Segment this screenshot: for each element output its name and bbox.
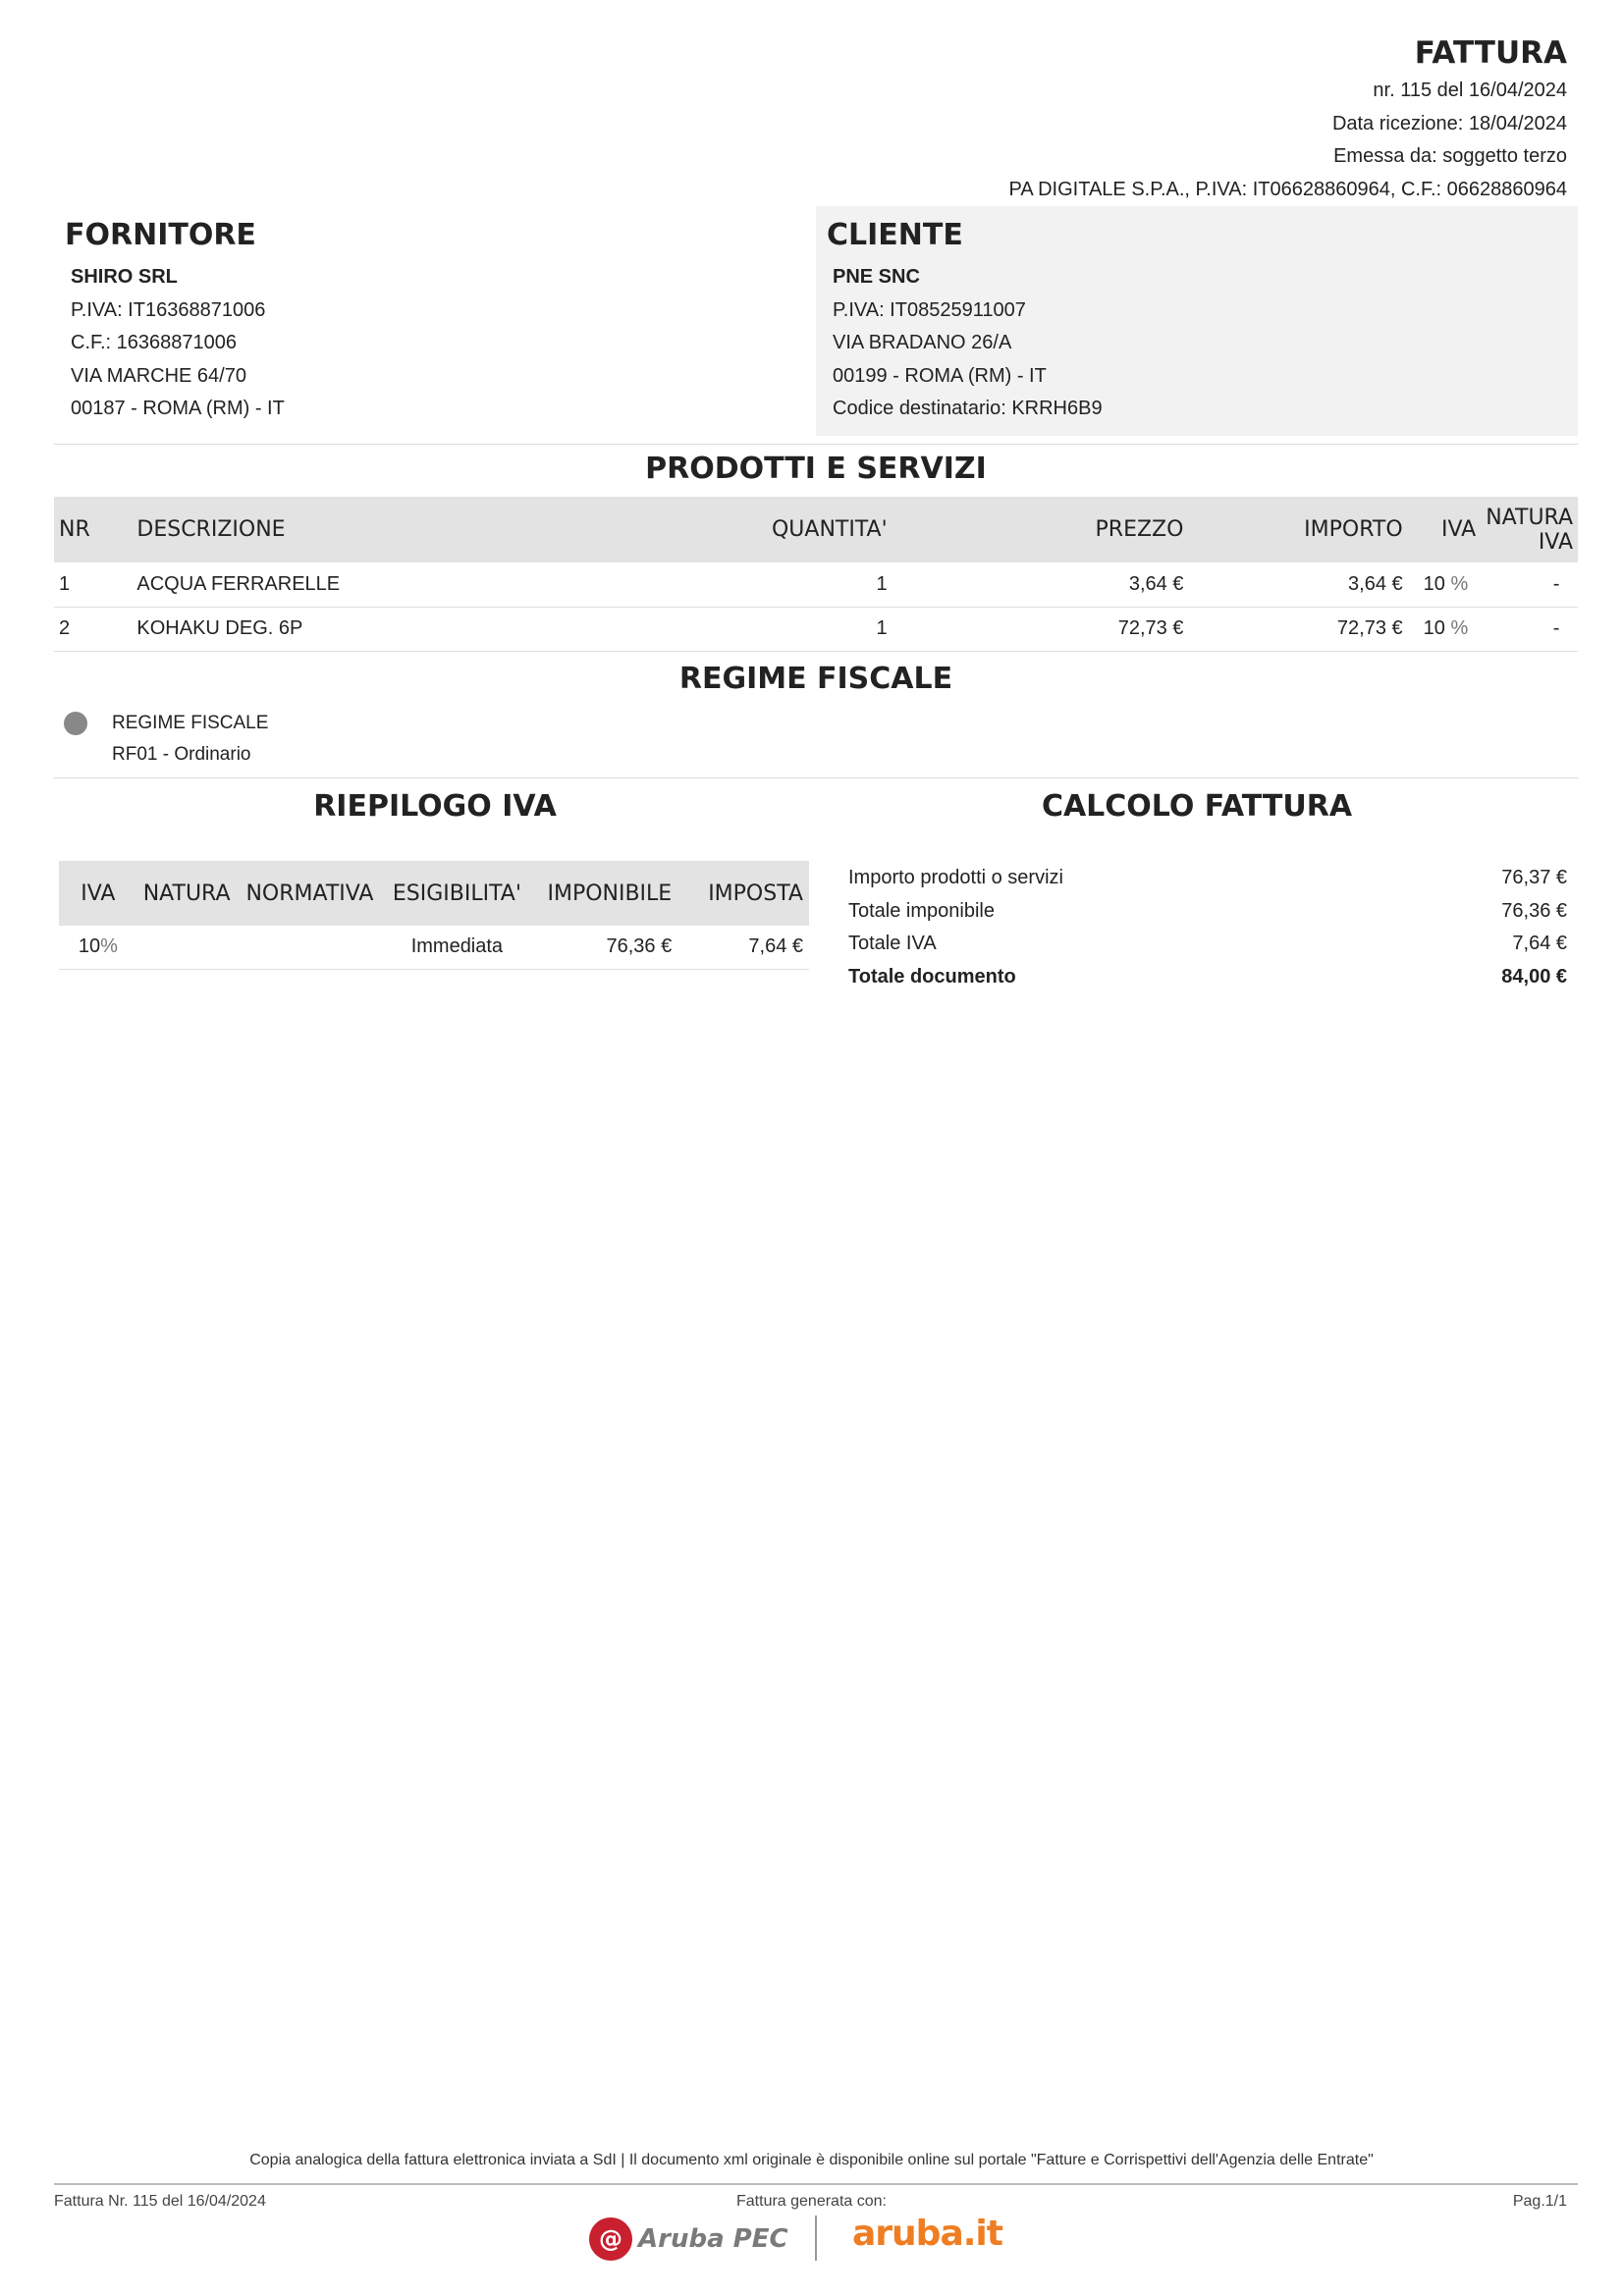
col-quantita: QUANTITA': [589, 497, 893, 562]
products-title: PRODOTTI E SERVIZI: [645, 452, 987, 486]
calc-value: 76,37 €: [1501, 867, 1567, 888]
footer-generated-with: Fattura generata con:: [736, 2193, 887, 2210]
row-normativa: [237, 926, 384, 969]
supplier-title: FORNITORE: [65, 218, 256, 252]
aruba-pec-logo-text: Aruba PEC: [638, 2224, 788, 2254]
calc-row-vat: [848, 928, 1567, 961]
row-quantita: 1: [589, 562, 893, 607]
invoice-number: nr. 115 del 16/04/2024: [1373, 80, 1567, 101]
row-natura: -: [1481, 607, 1578, 651]
footer-logos: [589, 2214, 1001, 2263]
row-iva: [59, 926, 137, 969]
client-city: 00199 - ROMA (RM) - IT: [833, 364, 1047, 387]
supplier-piva: P.IVA: IT16368871006: [71, 298, 266, 321]
row-quantita: 1: [589, 607, 893, 651]
col-normativa: NORMATIVA: [237, 861, 384, 926]
col-iva: IVA: [1408, 497, 1482, 562]
calc-label: Totale documento: [848, 965, 1016, 988]
col-esigibilita: ESIGIBILITA': [383, 861, 530, 926]
calc-value: 76,36 €: [1501, 899, 1567, 922]
row-iva-unit: %: [1450, 572, 1469, 595]
regime-title: REGIME FISCALE: [678, 662, 953, 696]
logo-separator: [815, 2216, 817, 2261]
calc-row-taxable: [848, 895, 1567, 929]
document-header: [1008, 31, 1567, 206]
col-imponibile: IMPONIBILE: [530, 861, 677, 926]
row-iva-value: 10: [1423, 572, 1445, 595]
vat-summary-title: RIEPILOGO IVA: [313, 789, 557, 824]
supplier-block: [54, 206, 810, 436]
supplier-name: SHIRO SRL: [71, 266, 178, 288]
row-iva-value: 10: [78, 935, 101, 958]
aruba-it-logo: aruba.it: [852, 2214, 1002, 2254]
aruba-pec-logo: [589, 2217, 788, 2261]
row-iva-unit: %: [1450, 617, 1469, 639]
footer-invoice-ref: Fattura Nr. 115 del 16/04/2024: [54, 2193, 266, 2210]
supplier-city: 00187 - ROMA (RM) - IT: [71, 398, 285, 419]
client-block: [816, 206, 1578, 436]
regime-value: RF01 - Ordinario: [112, 744, 251, 765]
row-imponibile: 76,36 €: [530, 926, 677, 969]
calc-row-products: [848, 862, 1567, 895]
col-natura: NATURA: [137, 861, 237, 926]
divider: [54, 777, 1578, 778]
divider: [54, 444, 1578, 445]
row-natura: -: [1481, 562, 1578, 607]
col-nr: NR: [54, 497, 132, 562]
document-title: FATTURA: [1414, 35, 1567, 71]
calc-label: Totale IVA: [848, 933, 937, 954]
regime-label: REGIME FISCALE: [112, 713, 269, 733]
row-descrizione: ACQUA FERRARELLE: [132, 562, 588, 607]
client-address: VIA BRADANO 26/A: [833, 332, 1012, 353]
row-nr: 1: [54, 562, 132, 607]
col-imposta: IMPOSTA: [677, 861, 809, 926]
row-descrizione: KOHAKU DEG. 6P: [132, 607, 588, 651]
row-iva-unit: %: [100, 935, 118, 958]
col-descrizione: DESCRIZIONE: [132, 497, 588, 562]
row-iva: [1408, 562, 1482, 607]
footer-page-number: Pag.1/1: [1512, 2193, 1567, 2210]
footer-note: Copia analogica della fattura elettronica inviata a SdI | Il documento xml originale è disponibile online sul portale "Fatture e Corrispettivi dell'Agenzia delle Entrate": [249, 2152, 1374, 2168]
col-natura-iva: NATURA IVA: [1481, 497, 1578, 562]
footer-divider: [54, 2183, 1578, 2185]
row-iva: [1408, 607, 1482, 651]
row-importo: 72,73 €: [1188, 607, 1407, 651]
bullet-dot-icon: [64, 712, 87, 735]
client-title: CLIENTE: [827, 218, 963, 252]
row-imposta: 7,64 €: [677, 926, 809, 969]
calc-value: 84,00 €: [1501, 965, 1567, 988]
col-iva: IVA: [59, 861, 137, 926]
table-row: [59, 926, 809, 969]
invoice-calc-title: CALCOLO FATTURA: [1041, 789, 1353, 824]
received-date: Data ricezione: 18/04/2024: [1331, 112, 1567, 134]
row-esigibilita: Immediata: [383, 926, 530, 969]
row-nr: 2: [54, 607, 132, 651]
row-importo: 3,64 €: [1188, 562, 1407, 607]
client-piva: P.IVA: IT08525911007: [833, 298, 1026, 321]
col-importo: IMPORTO: [1188, 497, 1407, 562]
table-row: [54, 607, 1578, 651]
row-prezzo: 3,64 €: [893, 562, 1189, 607]
row-prezzo: 72,73 €: [893, 607, 1189, 651]
supplier-address: VIA MARCHE 64/70: [71, 364, 246, 387]
col-prezzo: PREZZO: [893, 497, 1189, 562]
products-header-row: [54, 497, 1578, 562]
vat-summary-header-row: [59, 861, 809, 926]
products-table: [54, 497, 1578, 652]
client-recipient-code: Codice destinatario: KRRH6B9: [833, 398, 1103, 419]
row-iva-value: 10: [1423, 617, 1445, 639]
calc-row-total: [848, 961, 1567, 994]
calc-label: Importo prodotti o servizi: [848, 867, 1063, 888]
client-name: PNE SNC: [833, 266, 920, 288]
calc-label: Totale imponibile: [848, 899, 995, 922]
aruba-pec-mark-icon: @: [589, 2217, 632, 2261]
table-row: [54, 562, 1578, 607]
vat-summary-table: [59, 861, 809, 970]
invoice-calc-block: [848, 862, 1567, 993]
row-natura: [137, 926, 237, 969]
issuer-details: PA DIGITALE S.P.A., P.IVA: IT06628860964, C.F.: 06628860964: [1008, 178, 1567, 200]
calc-value: 7,64 €: [1512, 933, 1567, 954]
supplier-cf: C.F.: 16368871006: [71, 332, 238, 353]
issued-by: Emessa da: soggetto terzo: [1333, 145, 1567, 167]
